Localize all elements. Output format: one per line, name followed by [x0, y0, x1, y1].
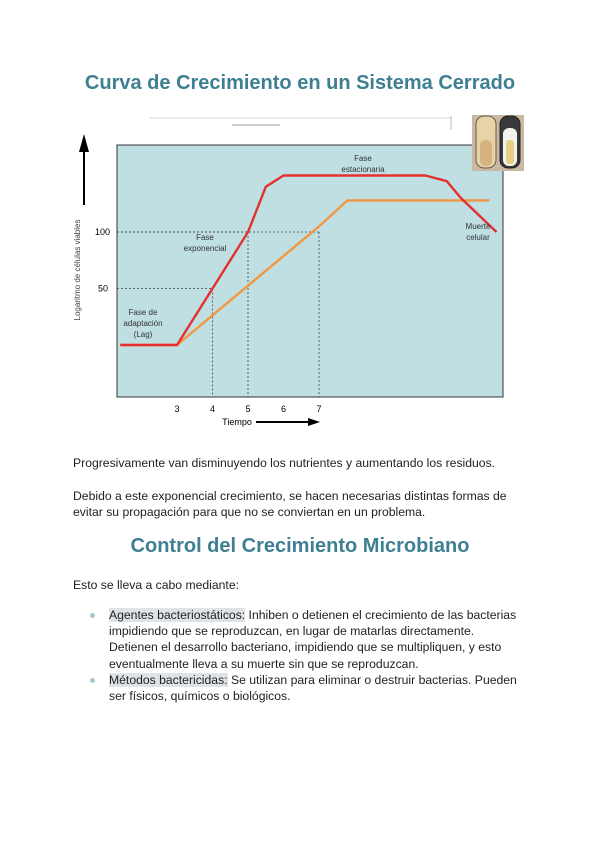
bullet-term: Agentes bacteriostáticos: [109, 608, 246, 622]
x-tick-label: 7 [316, 404, 322, 414]
bullet-icon [90, 613, 95, 618]
annotation-exponential: Fase exponencial [183, 233, 227, 253]
y-axis-label: Logaritmo de células viables [73, 219, 82, 321]
x-tick-label: 5 [245, 404, 251, 414]
annotation-death: Muerte celular [465, 222, 491, 242]
bullet-term: Métodos bactericidas: [109, 672, 228, 687]
bullet-text: Inhiben o detienen el crecimiento de las bacterias impidiendo que se reproduzcan, en lugar de matarlas directamente. Detienen el desarrollo bacteriano, impidiendo que se multipliquen, y esto eventualmente lleva a su muerte sin que se reproduzcan. [109, 608, 517, 671]
annotation-stationary: Fase estacionaria [341, 154, 385, 174]
test-tubes-photo [472, 115, 524, 171]
x-tick-label: 4 [209, 404, 216, 414]
section-title: Control del Crecimiento Microbiano [130, 535, 470, 557]
list-item [73, 607, 523, 672]
y-tick-label: 50 [97, 283, 108, 294]
y-tick-label: 100 [94, 227, 110, 237]
annotation-lag: Fase de adaptación (Lag) [123, 308, 163, 339]
bullet-icon [90, 678, 95, 683]
x-tick-label: 3 [174, 404, 180, 414]
list-item [73, 672, 523, 704]
bullet-text: Se utilizan para eliminar o destruir bacterias. Pueden ser físicos, químicos o biológicos. [109, 672, 517, 704]
methods-list [73, 607, 523, 704]
x-tick-label: 6 [280, 404, 287, 414]
paragraph-nutrients: Progresivamente van disminuyendo los nutrientes y aumentando los residuos. [73, 456, 496, 470]
page-title: Curva de Crecimiento en un Sistema Cerrado [84, 72, 516, 94]
paragraph-exponential: Debido a este exponencial crecimiento, se hacen necesarias distintas formas de evitar su propagación para que no se conviertan en un problema. [73, 489, 507, 519]
x-axis-label: Tiempo [222, 417, 252, 427]
paragraph-intro: Esto se lleva a cabo mediante: [73, 578, 239, 592]
x-axis-arrowhead [308, 418, 320, 426]
y-axis-arrowhead [79, 134, 89, 152]
plot-panel [117, 145, 503, 397]
